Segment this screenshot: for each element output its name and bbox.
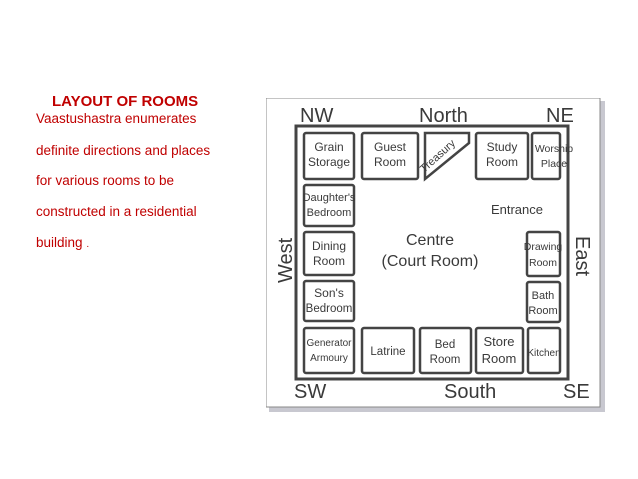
label-treasury: Treasury	[417, 137, 458, 176]
label-store-room: Room	[481, 351, 517, 366]
direction-south: South	[444, 381, 497, 403]
direction-sw: SW	[294, 381, 327, 403]
label-study-room: Room	[485, 155, 519, 169]
label-daughters: Daughter's	[302, 192, 356, 204]
label-armoury: Armoury	[310, 353, 348, 364]
label-entrance: Entrance	[490, 202, 543, 217]
label-latrine: Latrine	[370, 346, 406, 358]
label-store: Store	[483, 334, 515, 349]
label-daughters-bedroom: Bedroom	[306, 207, 352, 219]
body-line-3: for various rooms to be	[36, 173, 175, 188]
room-layout-diagram	[266, 98, 606, 413]
direction-west: West	[275, 237, 297, 283]
label-guest: Guest	[373, 140, 407, 154]
label-study: Study	[486, 140, 518, 154]
direction-east: East	[571, 236, 593, 277]
label-bath-room: Room	[528, 305, 558, 317]
label-dining: Dining	[311, 239, 347, 253]
label-worship: Worship	[534, 143, 574, 155]
label-drawing: Drawing	[523, 241, 563, 253]
label-drawing-room: Room	[528, 257, 558, 269]
trailing-mark: .	[86, 239, 90, 250]
direction-se: SE	[563, 381, 590, 403]
label-court-room: (Court Room)	[381, 253, 479, 270]
label-grain: Grain	[314, 140, 344, 154]
label-dining-room: Room	[312, 254, 346, 268]
label-kitchen: Kitchen	[527, 348, 561, 359]
label-centre: Centre	[405, 232, 455, 249]
body-line-4: constructed in a residential	[36, 204, 197, 219]
label-sons: Son's	[314, 286, 344, 300]
label-bed: Bed	[434, 339, 456, 351]
direction-ne: NE	[546, 105, 574, 127]
label-bath: Bath	[531, 290, 555, 302]
slide-title: LAYOUT OF ROOMS	[52, 93, 199, 110]
label-guest-room: Room	[373, 155, 407, 169]
body-line-5: building	[36, 235, 83, 250]
label-generator: Generator	[306, 338, 352, 349]
body-line-1: Vaastushastra enumerates	[36, 111, 197, 126]
direction-north: North	[419, 105, 468, 127]
body-line-5-container	[36, 235, 89, 250]
label-place: Place	[540, 158, 568, 170]
direction-nw: NW	[300, 105, 334, 127]
label-bed-room: Room	[429, 354, 461, 366]
label-sons-bedroom: Bedroom	[305, 303, 353, 315]
body-line-2: definite directions and places	[36, 143, 211, 158]
label-storage: Storage	[307, 155, 351, 169]
